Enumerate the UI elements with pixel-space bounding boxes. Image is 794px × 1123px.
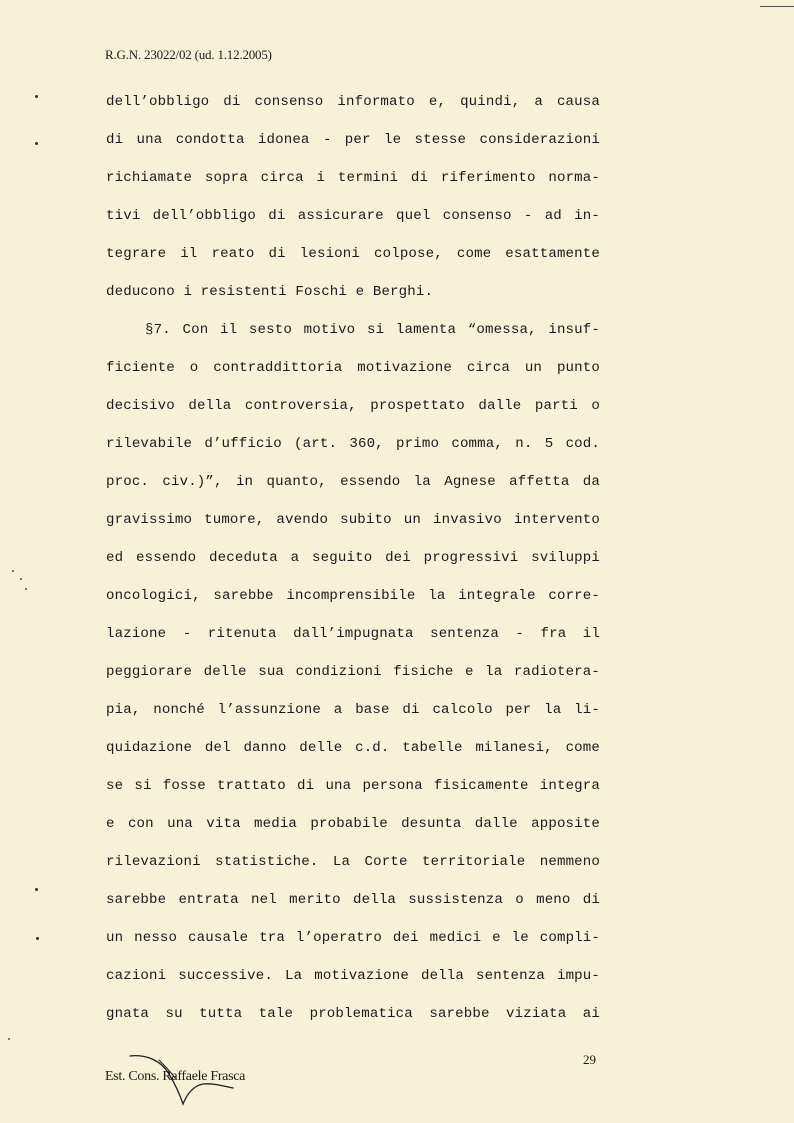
text-line: tegrare il reato di lesioni colpose, come esattamente <box>106 246 600 262</box>
text-line: dell’obbligo di consenso informato e, quindi, a causa <box>106 94 600 110</box>
margin-speck <box>36 937 39 940</box>
margin-speck <box>35 142 38 145</box>
text-line: lazione - ritenuta dall’impugnata sentenza - fra il <box>106 626 600 642</box>
document-body <box>106 88 600 1038</box>
text-line: rilevazioni statistiche. La Corte territoriale nemmeno <box>106 854 600 870</box>
margin-speck <box>12 570 14 572</box>
margin-speck <box>8 1038 10 1040</box>
text-line: quidazione del danno delle c.d. tabelle milanesi, come <box>106 740 600 756</box>
signature-label: Est. Cons. Raffaele Frasca <box>105 1069 246 1084</box>
text-line: ficiente o contraddittoria motivazione circa un punto <box>106 360 600 376</box>
text-line: gravissimo tumore, avendo subito un invasivo intervento <box>106 512 600 528</box>
margin-speck <box>25 588 27 590</box>
text-line: se si fosse trattato di una persona fisicamente integra <box>106 778 600 794</box>
text-line: ed essendo deceduta a seguito dei progressivi sviluppi <box>106 550 600 566</box>
text-line: e con una vita media probabile desunta dalle apposite <box>106 816 600 832</box>
text-line: sarebbe entrata nel merito della sussistenza o meno di <box>106 892 600 908</box>
margin-speck <box>35 888 38 891</box>
text-line: un nesso causale tra l’operatro dei medici e le compli- <box>106 930 600 946</box>
text-line: decisivo della controversia, prospettato dalle parti o <box>106 398 600 414</box>
page-number: 29 <box>583 1052 596 1067</box>
text-line: cazioni successive. La motivazione della sentenza impu- <box>106 968 600 984</box>
text-line: rilevabile d’ufficio (art. 360, primo comma, n. 5 cod. <box>106 436 600 452</box>
text-line: peggiorare delle sua condizioni fisiche e la radiotera- <box>106 664 600 680</box>
case-reference-header: R.G.N. 23022/02 (ud. 1.12.2005) <box>105 47 272 62</box>
text-line: gnata su tutta tale problematica sarebbe viziata ai <box>106 1006 600 1022</box>
page-edge-mark <box>760 0 794 7</box>
text-line: oncologici, sarebbe incomprensibile la integrale corre- <box>106 588 600 604</box>
paragraph-start-line: §7. Con il sesto motivo si lamenta “omessa, insuf- <box>145 322 600 338</box>
text-line: pia, nonché l’assunzione a base di calcolo per la li- <box>106 702 600 718</box>
text-line: deducono i resistenti Foschi e Berghi. <box>106 284 434 300</box>
margin-speck <box>35 95 38 98</box>
text-line: di una condotta idonea - per le stesse considerazioni <box>106 132 600 148</box>
text-line: proc. civ.)”, in quanto, essendo la Agnese affetta da <box>106 474 600 490</box>
margin-speck <box>20 578 22 580</box>
text-line: richiamate sopra circa i termini di riferimento norma- <box>106 170 600 186</box>
text-line: tivi dell’obbligo di assicurare quel consenso - ad in- <box>106 208 600 224</box>
